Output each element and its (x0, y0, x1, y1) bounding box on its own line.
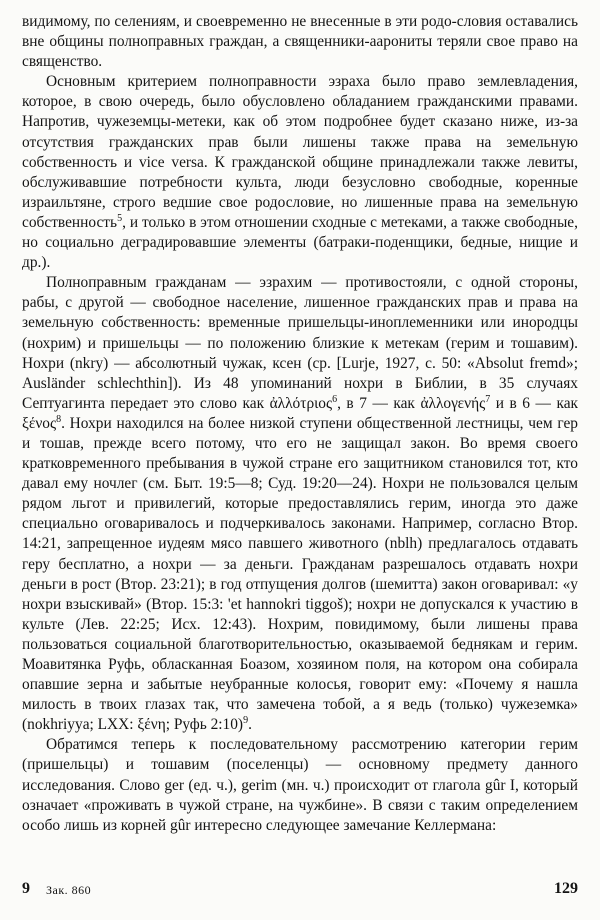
page-footer (22, 880, 578, 902)
paragraph-3 (22, 273, 578, 735)
paragraph-3-text-b: , в 7 — как ἀλλογενής (337, 394, 486, 412)
footnote-ref-6[interactable]: 6 (332, 393, 338, 405)
page-number: 129 (554, 880, 578, 897)
footnote-ref-8[interactable]: 8 (56, 413, 62, 425)
paragraph-1 (22, 12, 578, 72)
paragraph-2 (22, 72, 578, 273)
paragraph-3-text-a: Полноправным гражданам — эзрахим — противостояли, с одной стороны, рабы, с другой — свободное население, лишенное гражданских прав и права на земельную собственность: временные пришельцы-иноплеменники или инородцы (нохрим) и пришельцы — по положению близкие к метекам (герим и тошавим). Нохри (nkry) — абсолютный чужак, ксен (ср. [Lurje, 1927, с. 50: «Absolut fremd»; Ausländer schlechthin]). Из 48 упоминаний нохри в Библии, в 35 случаях Септуагинта передает это слово как ἀλλότριος (22, 274, 578, 412)
paragraph-1-text: видимому, по селениям, и своевременно не внесенные в эти родо-словия оставались вне общины полноправных граждан, а священники-аарониты теряли свое право на священство. (22, 13, 578, 71)
paragraph-3-text-d: . Нохри находился на более низкой ступени общественной лестницы, чем гер и тошав, прежде всего потому, что его не защищал закон. Во время своего кратковременного пребывания в чужой стране его защитником становился тот, кто давал ему ночлег (см. Быт. 19:5—8; Суд. 19:20—24). Нохри не пользовался целым рядом льгот и привилегий, которые предоставлялись герим, иногда это даже специально оговаривалось и подчеркивалось законами. Например, согласно Втор. 14:21, запрещенное иудеям мясо павшего животного (nblh) предлагалось отдавать геру бесплатно, а нохри — за деньги. Гражданам разрешалось отдавать нохри деньги в рост (Втор. 23:21); в год отпущения долгов (шемитта) закон оговаривал: «у нохри взыскивай» (Втор. 15:3: 'et hannokri tiggoš); нохри не допускался к участию в культе (Лев. 22:25; Исх. 12:43). Нохрим, повидимому, были лишены права пользоваться социальной благотворительностью, оказываемой беднякам и герим. Моавитянка Руфь, обласканная Боазом, хозяином поля, на котором она собирала опавшие зерна и забытые неубранные колосья, говорит ему: «Почему я нашла милость в твоих глазах так, что замечена тобой, а я ведь (только) чужеземка» (nokhriyya; LXX: ξένη; Руфь 2:10) (22, 414, 578, 734)
paragraph-3-text-c: и в 6 — как ξένος (22, 394, 579, 432)
paragraph-3-text-e: . (248, 716, 252, 734)
paragraph-4-text: Обратимся теперь к последовательному рассмотрению категории герим (пришельцы) и тошавим (поселенцы) — основному предмету данного исследования. Слово ger (ед. ч.), gerim (мн. ч.) происходит от глагола gûr I, который означает «проживать в чужой стране, на чужбине». В связи с таким определением особо лишь из корней gûr интересно следующее замечание Келлермана: (22, 736, 578, 834)
print-order-label: Зак. 860 (46, 883, 92, 897)
footnote-ref-5[interactable]: 5 (117, 212, 123, 224)
footnote-ref-9[interactable]: 9 (243, 715, 249, 727)
footnote-ref-7[interactable]: 7 (485, 393, 491, 405)
paragraph-4 (22, 735, 578, 835)
main-text-column (22, 12, 578, 836)
paragraph-2-text-b: , и только в этом отношении сходные с метеками, а также свободные, но социально деградировавшие элементы (батраки-поденщики, бедные, нищие и др.). (22, 213, 578, 272)
paragraph-2-text-a: Основным критерием полноправности эзраха было право землевладения, которое, в свою очередь, было обусловлено обладанием гражданскими правами. Напротив, чужеземцы-метеки, как об этом подробнее будет сказано ниже, из-за отсутствия гражданских прав были лишены также права на земельную собственность и vice versa. К гражданской общине принадлежали также левиты, обслуживавшие потребности культа, люди безусловно свободные, коренные израильтяне, строго ведшие свое родословие, но лишенные права на земельную собственность (22, 73, 578, 231)
signature-number: 9 (22, 880, 30, 897)
